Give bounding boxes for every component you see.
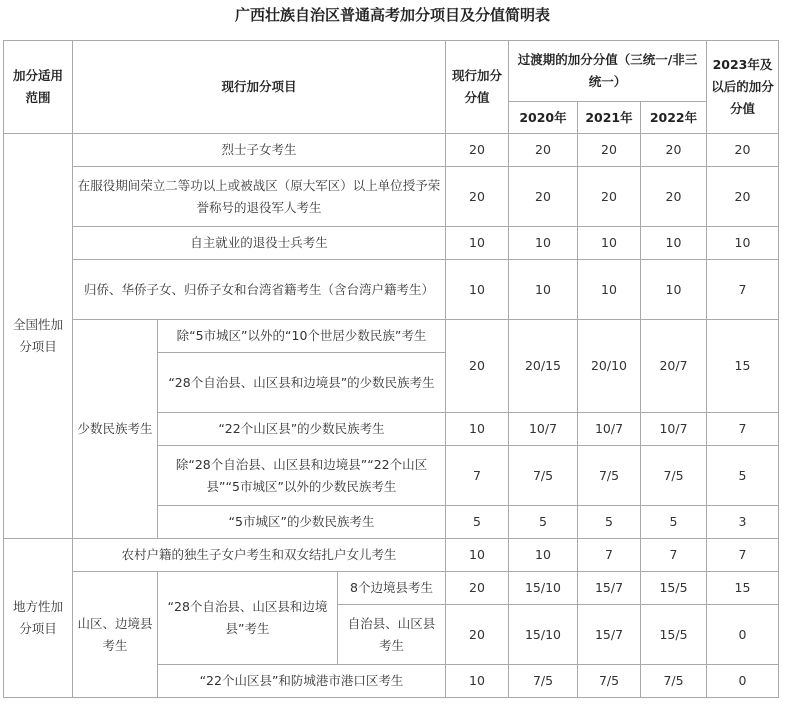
value-2021: 5 [578, 506, 641, 539]
value-2021: 10 [578, 227, 641, 260]
value-2020: 5 [509, 506, 578, 539]
value-after-2023: 15 [707, 320, 779, 413]
value-after-2023: 20 [707, 134, 779, 167]
value-2022: 10 [641, 260, 707, 320]
value-2022: 20/7 [641, 320, 707, 413]
item-label: 烈士子女考生 [73, 134, 446, 167]
item-label: 自主就业的退役士兵考生 [73, 227, 446, 260]
current-value: 10 [446, 260, 509, 320]
header-current-value: 现行加分分值 [446, 41, 509, 134]
group-national: 全国性加分项目 [4, 134, 73, 539]
value-2020: 7/5 [509, 446, 578, 506]
value-after-2023: 0 [707, 605, 779, 665]
header-after-2023: 2023年及以后的加分分值 [707, 41, 779, 134]
item-label: 归侨、华侨子女、归侨子女和台湾省籍考生（含台湾户籍考生） [73, 260, 446, 320]
item-label: 自治县、山区县考生 [338, 605, 446, 665]
value-2021: 7/5 [578, 446, 641, 506]
value-2022: 7/5 [641, 665, 707, 698]
value-2022: 20 [641, 134, 707, 167]
group-28-counties: “28个自治县、山区县和边境县”考生 [158, 572, 338, 665]
item-label: “22个山区县”和防城港市港口区考生 [158, 665, 446, 698]
group-minority: 少数民族考生 [73, 320, 158, 539]
value-2020: 10/7 [509, 413, 578, 446]
item-label: 在服役期间荣立二等功以上或被战区（原大军区）以上单位授予荣誉称号的退役军人考生 [73, 167, 446, 227]
value-2022: 7 [641, 539, 707, 572]
value-2022: 5 [641, 506, 707, 539]
value-2020: 15/10 [509, 572, 578, 605]
value-2022: 10/7 [641, 413, 707, 446]
value-2020: 20/15 [509, 320, 578, 413]
group-mountain-border: 山区、边境县考生 [73, 572, 158, 698]
current-value: 20 [446, 167, 509, 227]
current-value: 20 [446, 134, 509, 167]
value-after-2023: 10 [707, 227, 779, 260]
value-2022: 7/5 [641, 446, 707, 506]
current-value: 10 [446, 539, 509, 572]
item-label: “5市城区”的少数民族考生 [158, 506, 446, 539]
item-label: “28个自治县、山区县和边境县”的少数民族考生 [158, 353, 446, 413]
header-year-2020: 2020年 [509, 102, 578, 134]
value-after-2023: 15 [707, 572, 779, 605]
value-2020: 10 [509, 227, 578, 260]
current-value: 5 [446, 506, 509, 539]
item-label: 除“28个自治县、山区县和边境县”“22个山区县”“5市城区”以外的少数民族考生 [158, 446, 446, 506]
value-after-2023: 3 [707, 506, 779, 539]
header-year-2022: 2022年 [641, 102, 707, 134]
value-2021: 20/10 [578, 320, 641, 413]
current-value: 20 [446, 320, 509, 413]
item-label: 农村户籍的独生子女户考生和双女结扎户女儿考生 [73, 539, 446, 572]
item-label: 除“5市城区”以外的“10个世居少数民族”考生 [158, 320, 446, 353]
current-value: 20 [446, 572, 509, 605]
value-2022: 20 [641, 167, 707, 227]
current-value: 10 [446, 413, 509, 446]
value-2022: 15/5 [641, 605, 707, 665]
value-2022: 10 [641, 227, 707, 260]
value-2021: 20 [578, 134, 641, 167]
bonus-points-table [3, 40, 779, 698]
value-2021: 10 [578, 260, 641, 320]
value-2022: 15/5 [641, 572, 707, 605]
header-scope: 加分适用范围 [4, 41, 73, 134]
current-value: 10 [446, 665, 509, 698]
header-year-2021: 2021年 [578, 102, 641, 134]
header-transition: 过渡期的加分分值（三统一/非三统一） [509, 41, 707, 102]
value-2020: 15/10 [509, 605, 578, 665]
value-after-2023: 7 [707, 539, 779, 572]
current-value: 10 [446, 227, 509, 260]
value-2021: 10/7 [578, 413, 641, 446]
value-2020: 7/5 [509, 665, 578, 698]
value-2021: 15/7 [578, 605, 641, 665]
value-2021: 7/5 [578, 665, 641, 698]
group-local: 地方性加分项目 [4, 539, 73, 698]
value-2020: 10 [509, 539, 578, 572]
value-2020: 10 [509, 260, 578, 320]
value-after-2023: 7 [707, 260, 779, 320]
value-2021: 15/7 [578, 572, 641, 605]
item-label: 8个边境县考生 [338, 572, 446, 605]
value-after-2023: 5 [707, 446, 779, 506]
value-2020: 20 [509, 167, 578, 227]
page-title: 广西壮族自治区普通高考加分项目及分值简明表 [234, 6, 550, 24]
value-after-2023: 20 [707, 167, 779, 227]
value-2021: 7 [578, 539, 641, 572]
item-label: “22个山区县”的少数民族考生 [158, 413, 446, 446]
header-items: 现行加分项目 [73, 41, 446, 134]
value-after-2023: 0 [707, 665, 779, 698]
value-2021: 20 [578, 167, 641, 227]
value-after-2023: 7 [707, 413, 779, 446]
current-value: 20 [446, 605, 509, 665]
current-value: 7 [446, 446, 509, 506]
value-2020: 20 [509, 134, 578, 167]
